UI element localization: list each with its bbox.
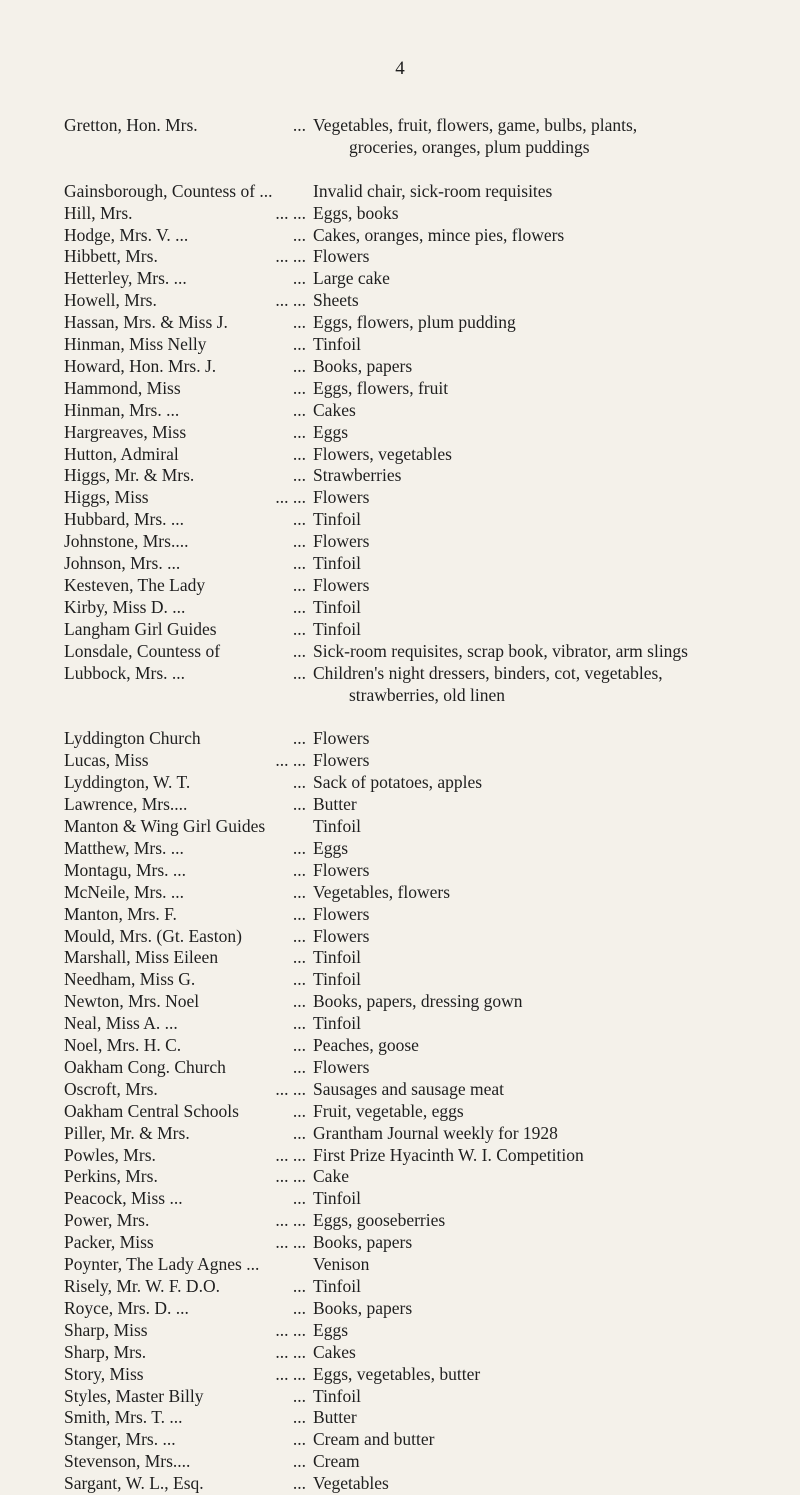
donation-entry (64, 1364, 794, 1386)
gift-description (313, 619, 794, 641)
gift-text: Flowers (313, 575, 370, 596)
donation-entry (64, 553, 794, 575)
donor-name: Hibbett, Mrs. (64, 246, 158, 267)
gift-text-continued: groceries, oranges, plum puddings (349, 136, 590, 157)
gift-text: Vegetables (313, 1473, 389, 1494)
donor-name: Kirby, Miss D. ... (64, 596, 186, 617)
dot-leader: ... ... (275, 290, 306, 311)
donation-entry (64, 246, 794, 268)
donor-name: Smith, Mrs. T. ... (64, 1407, 183, 1428)
donation-entry (64, 1210, 794, 1232)
donor-name: Hinman, Miss Nelly (64, 334, 207, 355)
donation-entry (64, 575, 794, 597)
gift-description (313, 1166, 794, 1188)
gift-description (313, 575, 794, 597)
dot-leader: ... ... (275, 750, 306, 771)
gift-text: Books, papers (313, 1297, 413, 1318)
gift-text: Children's night dressers, binders, cot, vegetables, (313, 662, 663, 683)
donor-name: Gainsborough, Countess of ... (64, 180, 273, 201)
gift-text: Tinfoil (313, 553, 361, 574)
gift-description (313, 1386, 794, 1408)
donation-entry (64, 882, 794, 904)
donation-entry (64, 290, 794, 312)
donation-entry (64, 728, 794, 750)
gift-text: Books, papers, dressing gown (313, 991, 523, 1012)
dot-leader: ... ... (275, 1210, 306, 1231)
gift-text: Flowers (313, 1056, 370, 1077)
donation-entry (64, 969, 794, 991)
dot-leader (244, 1254, 313, 1276)
donor-name: Lucas, Miss (64, 750, 149, 771)
gift-description (313, 1473, 794, 1495)
donation-entry (64, 268, 794, 290)
dot-leader: ... (292, 947, 306, 968)
gift-text: Peaches, goose (313, 1035, 419, 1056)
gift-description (313, 334, 794, 356)
gift-text: Flowers, vegetables (313, 443, 452, 464)
gift-text: Eggs, vegetables, butter (313, 1363, 481, 1384)
page-number: 4 (395, 58, 405, 79)
gift-description (313, 1035, 794, 1057)
donor-name: Lyddington, W. T. (64, 772, 191, 793)
gift-description (313, 641, 794, 663)
dot-leader: ... (292, 991, 306, 1012)
donor-name: Peacock, Miss ... (64, 1188, 183, 1209)
gift-text: Flowers (313, 903, 370, 924)
donation-entry (64, 1123, 794, 1145)
dot-leader: ... (292, 1122, 306, 1143)
dot-leader: ... ... (275, 1078, 306, 1099)
dot-leader: ... (292, 1276, 306, 1296)
donation-entry (64, 334, 794, 356)
dot-leader: ... (292, 640, 306, 661)
dot-leader: ... (292, 1056, 306, 1077)
gift-text: Books, papers (313, 355, 413, 376)
donor-name: Hetterley, Mrs. ... (64, 268, 187, 289)
donation-entry (64, 1145, 794, 1167)
gift-text: Flowers (313, 531, 370, 552)
donor-name: Powles, Mrs. (64, 1144, 156, 1165)
dot-leader: ... (292, 334, 306, 355)
donation-entry (64, 816, 794, 838)
gift-description (313, 1276, 794, 1298)
gift-text: Cakes (313, 1341, 356, 1362)
dot-leader: ... (292, 115, 306, 135)
gift-description (313, 400, 794, 422)
donation-entry (64, 597, 794, 619)
gift-description (313, 1342, 794, 1364)
donor-name: Styles, Master Billy (64, 1385, 204, 1406)
gift-description (313, 290, 794, 312)
donor-name: Needham, Miss G. (64, 969, 196, 990)
donation-entry (64, 1013, 794, 1035)
gift-text: Cakes (313, 399, 356, 420)
donation-entry (64, 1320, 794, 1342)
donation-entry (64, 619, 794, 641)
dot-leader: ... (292, 399, 306, 420)
dot-leader: ... (292, 377, 306, 398)
dot-leader: ... (292, 618, 306, 639)
donor-name: Sargant, W. L., Esq. (64, 1473, 204, 1494)
gift-description (313, 1210, 794, 1232)
donation-entry (64, 444, 794, 466)
gift-text: Eggs, gooseberries (313, 1210, 446, 1231)
dot-leader: ... (292, 224, 306, 245)
donation-entry (64, 1386, 794, 1408)
gift-description (313, 1364, 794, 1386)
gift-description (313, 1407, 794, 1429)
dot-leader: ... (292, 859, 306, 880)
donor-name: Hutton, Admiral (64, 443, 179, 464)
donor-name: Risely, Mr. W. F. D.O. (64, 1276, 220, 1296)
gift-text: Tinfoil (313, 1276, 361, 1296)
donor-name: Langham Girl Guides (64, 618, 217, 639)
dot-leader: ... (292, 1188, 306, 1209)
donation-entry (64, 991, 794, 1013)
donation-entry (64, 794, 794, 816)
dot-leader: ... (292, 1100, 306, 1121)
gift-description (313, 1145, 794, 1167)
donor-name: Sharp, Mrs. (64, 1341, 147, 1362)
dot-leader: ... ... (275, 202, 306, 223)
donor-name: Kesteven, The Lady (64, 575, 206, 596)
donation-entry (64, 947, 794, 969)
dot-leader: ... (292, 1407, 306, 1428)
dot-leader (244, 816, 313, 838)
gift-description (313, 203, 794, 225)
donation-entry (64, 378, 794, 400)
gift-description (313, 860, 794, 882)
dot-leader: ... (292, 728, 306, 749)
gift-description (313, 750, 794, 772)
donor-name: Stevenson, Mrs.... (64, 1451, 191, 1472)
dot-leader: ... ... (275, 1363, 306, 1384)
donation-entry (64, 465, 794, 487)
dot-leader: ... ... (275, 1144, 306, 1165)
gift-text: First Prize Hyacinth W. I. Competition (313, 1144, 584, 1165)
gift-description (313, 1101, 794, 1123)
gift-description (313, 597, 794, 619)
dot-leader: ... (292, 1013, 306, 1034)
donor-name: Noel, Mrs. H. C. (64, 1035, 182, 1056)
dot-leader: ... (292, 1473, 306, 1494)
donor-name: Lawrence, Mrs.... (64, 794, 188, 815)
gift-description (313, 1013, 794, 1035)
donation-entry (64, 203, 794, 225)
gift-text: Invalid chair, sick-room requisites (313, 180, 553, 201)
gift-description (313, 312, 794, 334)
donor-name: Hodge, Mrs. V. ... (64, 224, 189, 245)
gift-text: Cakes, oranges, mince pies, flowers (313, 224, 565, 245)
donation-entry (64, 926, 794, 948)
donor-name: Hammond, Miss (64, 377, 181, 398)
donation-entry (64, 663, 794, 707)
donation-entry (64, 1407, 794, 1429)
donor-name: Neal, Miss A. ... (64, 1013, 178, 1034)
gift-description (313, 1079, 794, 1101)
donation-entry (64, 531, 794, 553)
dot-leader: ... (292, 575, 306, 596)
gift-text: Sack of potatoes, apples (313, 772, 483, 793)
gift-text: Flowers (313, 246, 370, 267)
gift-description (313, 1123, 794, 1145)
donation-entry (64, 904, 794, 926)
gift-text: Flowers (313, 925, 370, 946)
gift-description (313, 1057, 794, 1079)
dot-leader: ... (292, 443, 306, 464)
gift-description (313, 816, 794, 838)
gift-description (313, 1451, 794, 1473)
gift-text: Large cake (313, 268, 390, 289)
donation-entry (64, 422, 794, 444)
dot-leader: ... (292, 355, 306, 376)
dot-leader: ... ... (275, 1341, 306, 1362)
dot-leader: ... ... (275, 1232, 306, 1253)
donation-entry (64, 1342, 794, 1364)
dot-leader: ... (292, 312, 306, 333)
dot-leader: ... (292, 268, 306, 289)
donation-entry (64, 641, 794, 663)
gift-text: Butter (313, 1407, 357, 1428)
gift-description (313, 444, 794, 466)
gift-description (313, 1429, 794, 1451)
gift-description (313, 772, 794, 794)
donor-name: Hargreaves, Miss (64, 421, 187, 442)
donation-entry (64, 1451, 794, 1473)
gift-text: Cream (313, 1451, 360, 1472)
donor-name: Story, Miss (64, 1363, 144, 1384)
dot-leader (244, 181, 313, 203)
dot-leader: ... (292, 1035, 306, 1056)
donation-entry (64, 1473, 794, 1495)
donation-entry (64, 400, 794, 422)
donor-name: Power, Mrs. (64, 1210, 150, 1231)
donor-name: Hill, Mrs. (64, 202, 133, 223)
gift-description (313, 663, 794, 707)
donor-name: Manton & Wing Girl Guides (64, 815, 266, 836)
donation-entry (64, 1166, 794, 1188)
gift-text: Vegetables, flowers (313, 881, 451, 902)
gift-description (313, 356, 794, 378)
gift-text: Tinfoil (313, 969, 361, 990)
gift-text: Sick-room requisites, scrap book, vibrator, arm slings (313, 640, 688, 661)
donor-name: Packer, Miss (64, 1232, 154, 1253)
dot-leader: ... (292, 969, 306, 990)
gift-text: Books, papers (313, 1232, 413, 1253)
donor-name: Lubbock, Mrs. ... (64, 662, 186, 683)
dot-leader: ... (292, 1297, 306, 1318)
gift-description (313, 465, 794, 487)
donation-entry (64, 1276, 794, 1298)
dot-leader: ... (292, 596, 306, 617)
donor-name: Montagu, Mrs. ... (64, 859, 187, 880)
dot-leader: ... (292, 531, 306, 552)
donor-name: Marshall, Miss Eileen (64, 947, 219, 968)
gift-text: Tinfoil (313, 334, 361, 355)
gift-text: Sheets (313, 290, 359, 311)
donation-entry (64, 509, 794, 531)
donation-entry (64, 1079, 794, 1101)
gift-description (313, 553, 794, 575)
dot-leader: ... (292, 1429, 306, 1450)
gift-text: Vegetables, fruit, flowers, game, bulbs, plants, (313, 115, 638, 135)
donor-name: Oscroft, Mrs. (64, 1078, 158, 1099)
donation-list (64, 115, 794, 1495)
donor-name: Lyddington Church (64, 728, 201, 749)
gift-text: Butter (313, 794, 357, 815)
gift-description (313, 838, 794, 860)
gift-description (313, 509, 794, 531)
gift-description (313, 181, 794, 203)
gift-text: Tinfoil (313, 1013, 361, 1034)
gift-description (313, 225, 794, 247)
gift-text: Tinfoil (313, 596, 361, 617)
donor-name: Sharp, Miss (64, 1319, 148, 1340)
donation-entry (64, 838, 794, 860)
donation-entry (64, 1057, 794, 1079)
donor-name: Johnson, Mrs. ... (64, 553, 181, 574)
gift-description (313, 422, 794, 444)
dot-leader: ... (292, 1385, 306, 1406)
dot-leader: ... (292, 421, 306, 442)
gift-description (313, 728, 794, 750)
donor-name: Piller, Mr. & Mrs. (64, 1122, 190, 1143)
gift-text-continued: strawberries, old linen (349, 684, 505, 705)
donation-entry (64, 1254, 794, 1276)
donor-name: Johnstone, Mrs.... (64, 531, 189, 552)
dot-leader: ... (292, 881, 306, 902)
gift-description (313, 1320, 794, 1342)
gift-description (313, 926, 794, 948)
donation-entry (64, 356, 794, 378)
donation-entry (64, 312, 794, 334)
donation-entry (64, 1035, 794, 1057)
donor-name: Howell, Mrs. (64, 290, 157, 311)
gift-text: Flowers (313, 750, 370, 771)
gift-text: Cake (313, 1166, 349, 1187)
gift-text: Eggs, flowers, fruit (313, 377, 449, 398)
dot-leader: ... ... (275, 246, 306, 267)
dot-leader: ... ... (275, 487, 306, 508)
donor-name: Lonsdale, Countess of (64, 640, 221, 661)
dot-leader: ... (292, 903, 306, 924)
gift-description (313, 487, 794, 509)
gift-description (313, 969, 794, 991)
gift-description (313, 268, 794, 290)
gift-description (313, 794, 794, 816)
donation-entry (64, 750, 794, 772)
donor-name: Howard, Hon. Mrs. J. (64, 355, 217, 376)
dot-leader: ... (292, 465, 306, 486)
gift-text: Eggs, flowers, plum pudding (313, 312, 516, 333)
dot-leader: ... (292, 925, 306, 946)
donor-name: Matthew, Mrs. ... (64, 837, 184, 858)
donation-entry (64, 1188, 794, 1210)
donor-name: Newton, Mrs. Noel (64, 991, 200, 1012)
donor-name: Hassan, Mrs. & Miss J. (64, 312, 228, 333)
donation-entry (64, 1232, 794, 1254)
gift-description (313, 1254, 794, 1276)
donor-name: Higgs, Miss (64, 487, 149, 508)
gift-text: Tinfoil (313, 1385, 361, 1406)
gift-description (313, 904, 794, 926)
donation-entry (64, 225, 794, 247)
gift-text: Eggs (313, 421, 348, 442)
dot-leader: ... (292, 553, 306, 574)
dot-leader: ... (292, 794, 306, 815)
donation-entry (64, 1298, 794, 1320)
gift-text: Tinfoil (313, 947, 361, 968)
donor-name: Oakham Cong. Church (64, 1056, 226, 1077)
donor-name: Higgs, Mr. & Mrs. (64, 465, 195, 486)
dot-leader: ... (292, 662, 306, 683)
gift-description (313, 1232, 794, 1254)
dot-leader: ... ... (275, 1319, 306, 1340)
gift-text: Flowers (313, 859, 370, 880)
gift-text: Grantham Journal weekly for 1928 (313, 1122, 558, 1143)
gift-description (313, 378, 794, 400)
donor-name: Gretton, Hon. Mrs. (64, 115, 198, 135)
gift-text: Flowers (313, 728, 370, 749)
dot-leader: ... ... (275, 1166, 306, 1187)
gift-description (313, 246, 794, 268)
donation-entry (64, 115, 794, 159)
gift-description (313, 1188, 794, 1210)
gift-text: Sausages and sausage meat (313, 1078, 504, 1099)
donor-name: Royce, Mrs. D. ... (64, 1297, 189, 1318)
dot-leader: ... (292, 1451, 306, 1472)
gift-description (313, 115, 794, 159)
gift-description (313, 531, 794, 553)
gift-description (313, 882, 794, 904)
donation-entry (64, 860, 794, 882)
gift-text: Eggs, books (313, 202, 399, 223)
donor-name: Manton, Mrs. F. (64, 903, 177, 924)
gift-text: Venison (313, 1254, 370, 1275)
gift-text: Eggs (313, 837, 348, 858)
donor-name: Hinman, Mrs. ... (64, 399, 180, 420)
gift-text: Tinfoil (313, 618, 361, 639)
donation-entry (64, 1101, 794, 1123)
gift-text: Tinfoil (313, 509, 361, 530)
dot-leader: ... (292, 772, 306, 793)
gift-description (313, 947, 794, 969)
dot-leader: ... (292, 509, 306, 530)
dot-leader: ... (292, 837, 306, 858)
donor-name: Oakham Central Schools (64, 1100, 239, 1121)
donation-entry (64, 487, 794, 509)
gift-text: Strawberries (313, 465, 402, 486)
gift-description (313, 991, 794, 1013)
donor-name: Hubbard, Mrs. ... (64, 509, 185, 530)
gift-text: Tinfoil (313, 815, 361, 836)
donation-entry (64, 772, 794, 794)
donation-entry (64, 1429, 794, 1451)
gift-text: Tinfoil (313, 1188, 361, 1209)
donor-name: Stanger, Mrs. ... (64, 1429, 176, 1450)
donor-name: Mould, Mrs. (Gt. Easton) (64, 925, 242, 946)
donation-entry (64, 181, 794, 203)
gift-text: Eggs (313, 1319, 348, 1340)
gift-text: Fruit, vegetable, eggs (313, 1100, 464, 1121)
gift-text: Flowers (313, 487, 370, 508)
gift-description (313, 1298, 794, 1320)
gift-text: Cream and butter (313, 1429, 435, 1450)
donor-name: Perkins, Mrs. (64, 1166, 158, 1187)
donor-name: Poynter, The Lady Agnes ... (64, 1254, 260, 1275)
donor-name: McNeile, Mrs. ... (64, 881, 185, 902)
